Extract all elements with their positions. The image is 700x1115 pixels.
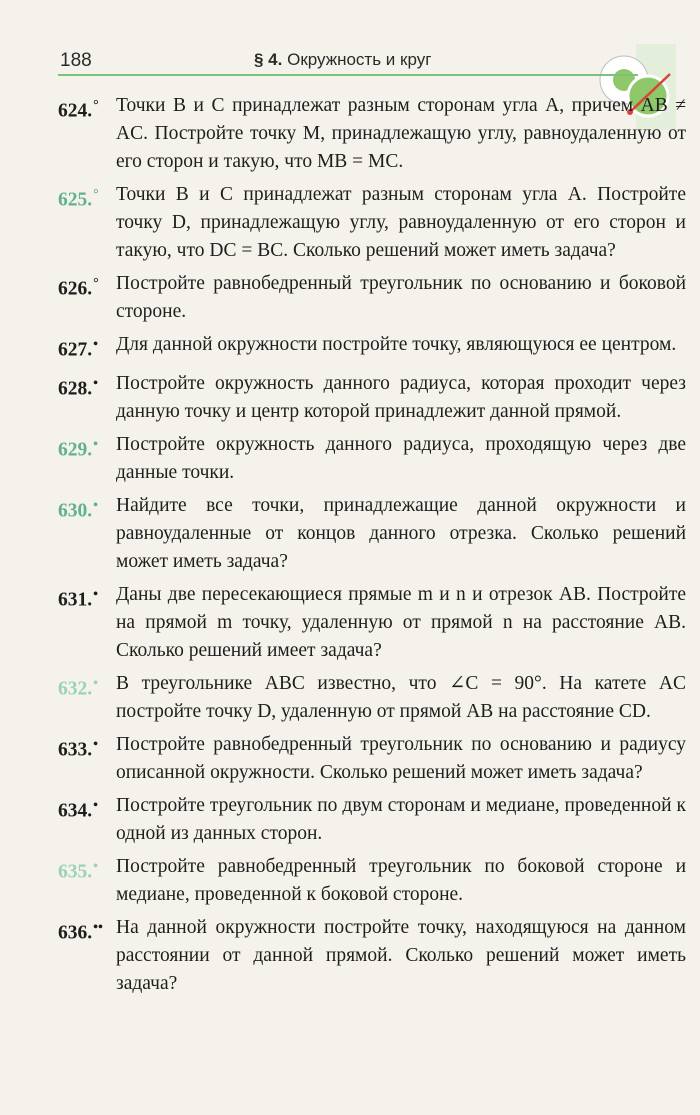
problem-number-text: 634. [58,800,93,821]
problem-number [58,370,116,404]
difficulty-mark: •• [93,919,103,935]
problem-number [58,581,116,615]
problem-text: Постройте треугольник по двум сторонам и медиане, проведенной к одной из данных сторон. [116,794,686,844]
section-label: § 4. [254,50,283,69]
difficulty-mark: • [93,586,99,602]
problem-text: Даны две пересекающиеся прямые m и n и отрезок AB. Постройте на прямой m точку, удаленную от прямой n на расстояние AB. Сколько решений имеет задача? [116,583,686,661]
problem-item [58,331,686,365]
problem-text: Точки B и C принадлежат разным сторонам угла A. Постройте точку D, принадлежащую углу, равноудаленную от его сторон и такую, что DC = BC. Сколько решений может иметь задача? [116,184,686,261]
problem-item [58,853,686,909]
problem-text: Найдите все точки, принадлежащие данной окружности и равноудаленные от концов данного отрезка. Сколько решений может иметь задача? [116,494,686,572]
problem-number-text: 631. [58,589,93,610]
problem-number [58,431,116,465]
problem-number-text: 635. [58,861,93,882]
problem-text: Постройте окружность данного радиуса, проходящую через две данные точки. [116,433,686,483]
problem-text: Точки B и C принадлежат разным сторонам угла A, причем AB ≠ AC. Постройте точку M, принадлежащую углу, равноудаленную от его сторон и такую, что MB = MC. [116,95,686,172]
problem-number-text: 625. [58,189,93,211]
problem-number [58,731,116,765]
problem-number [58,331,116,365]
difficulty-mark: ° [93,276,99,291]
problem-list [58,92,686,1003]
problem-number-text: 626. [58,278,93,300]
problem-item [58,792,686,848]
problem-number [58,914,116,948]
section-title [254,50,431,70]
difficulty-mark: • [93,675,99,691]
difficulty-mark: • [93,797,99,813]
problem-text: На данной окружности постройте точку, находящуюся на данном расстоянии от данной прямой. Сколько решений может иметь задача? [116,916,686,994]
problem-item [58,492,686,576]
difficulty-mark: ° [93,98,99,113]
problem-item [58,731,686,787]
problem-number-text: 624. [58,100,93,122]
problem-item [58,914,686,998]
difficulty-mark: • [93,736,99,752]
problem-number [58,92,116,126]
problem-item [58,270,686,326]
problem-number [58,181,116,215]
section-title-text: Окружность и круг [287,50,432,69]
difficulty-mark: • [93,497,99,513]
page-header [0,40,700,76]
difficulty-mark: • [93,337,99,352]
problem-number-text: 629. [58,439,93,460]
problem-number-text: 632. [58,678,93,699]
problem-text: Постройте равнобедренный треугольник по боковой стороне и медиане, проведенной к боковой стороне. [116,855,686,905]
problem-item [58,92,686,176]
problem-text: В треугольнике ABC известно, что ∠C = 90°. На катете AC постройте точку D, удаленную от прямой AB на расстояние CD. [116,672,686,722]
problem-text: Постройте равнобедренный треугольник по основанию и боковой стороне. [116,273,686,322]
problem-number-text: 627. [58,339,93,361]
problem-number [58,670,116,704]
difficulty-mark: • [93,375,99,391]
problem-number-text: 628. [58,378,93,399]
difficulty-mark: • [93,858,99,874]
problem-number-text: 636. [58,922,93,943]
problem-number [58,492,116,526]
problem-item [58,370,686,426]
problem-text: Постройте равнобедренный треугольник по основанию и радиусу описанной окружности. Сколько решений может иметь задача? [116,733,686,783]
page-number: 188 [60,50,92,71]
header-rule [58,74,638,76]
problem-item [58,581,686,665]
problem-number [58,792,116,826]
problem-text: Для данной окружности постройте точку, являющуюся ее центром. [116,334,677,355]
problem-number-text: 630. [58,500,93,521]
problem-number-text: 633. [58,739,93,760]
problem-number [58,270,116,304]
difficulty-mark: ° [93,187,99,202]
problem-item [58,431,686,487]
problem-number [58,853,116,887]
difficulty-mark: • [93,436,99,452]
problem-item [58,670,686,726]
problem-text: Постройте окружность данного радиуса, которая проходит через данную точку и центр которой принадлежит данной прямой. [116,372,686,422]
problem-item [58,181,686,265]
